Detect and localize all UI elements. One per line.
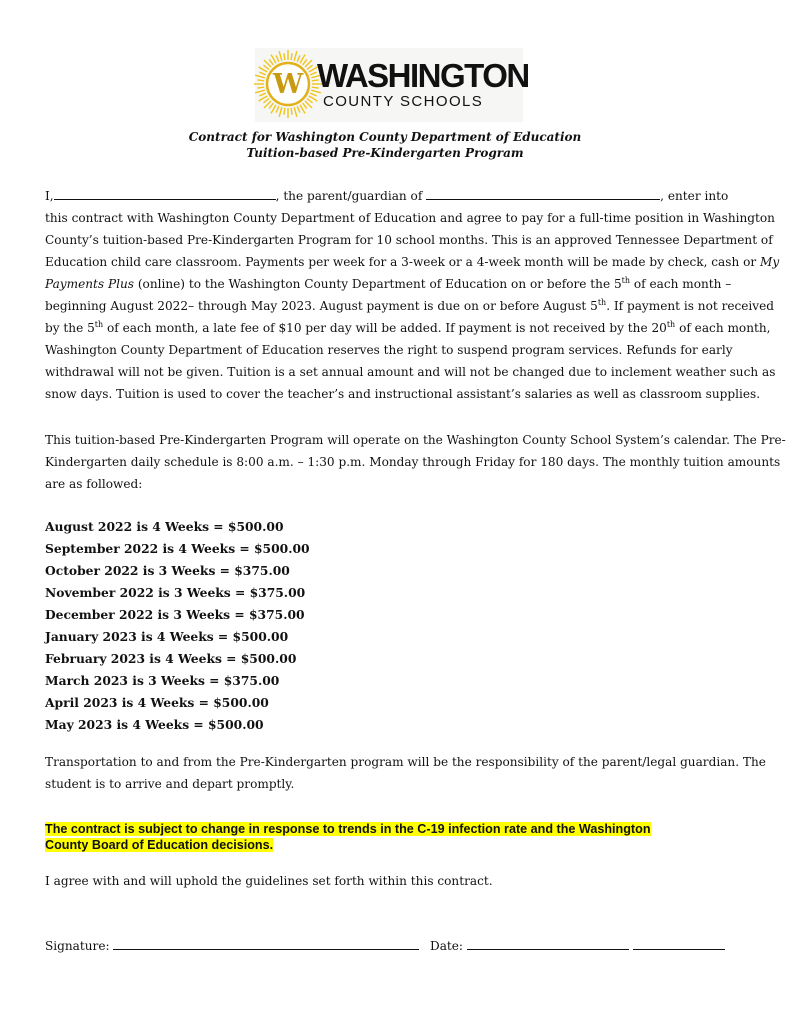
schedule-item: November 2022 is 3 Weeks = $375.00 [45, 585, 306, 600]
district-logo [255, 48, 529, 122]
sun-ray [307, 65, 313, 69]
sun-ray [279, 51, 282, 61]
agreement-statement: I agree with and will uphold the guidelines set forth within this contract. [45, 874, 493, 888]
tuition-schedule [45, 516, 445, 736]
sun-ray [257, 80, 264, 81]
signature-row [45, 935, 419, 957]
sun-ray [276, 55, 279, 61]
document-title: Contract for Washington County Department of Education [188, 130, 582, 144]
sun-ray [259, 93, 265, 96]
calendar-line: Kindergarten daily schedule is 8:00 a.m. – 1:30 p.m. Monday through Friday for 180 days. The monthly tuition amounts [45, 455, 781, 469]
sun-ray [279, 107, 282, 117]
sun-ray [297, 106, 300, 112]
sun-ray [310, 72, 316, 75]
contract-line: Washington County Department of Education reserves the right to suspend program services. Refunds for early [45, 343, 733, 357]
sun-ray [303, 103, 307, 109]
schedule-item: December 2022 is 3 Weeks = $375.00 [45, 607, 305, 622]
date-field-extension[interactable] [633, 935, 725, 950]
schedule-item: April 2023 is 4 Weeks = $500.00 [45, 695, 269, 710]
calendar-line: are as followed: [45, 477, 143, 491]
notice-line: County Board of Education decisions. [45, 838, 274, 852]
emblem-letter: W [272, 69, 304, 100]
sun-ray [284, 108, 285, 115]
sun-ray [297, 55, 300, 61]
signature-label: Signature: [45, 939, 110, 953]
sun-ray [269, 103, 273, 109]
contract-line: by the 5th of each month, a late fee of $10 per day will be added. If payment is not received by the 20th of each month, [45, 319, 771, 335]
transportation-paragraph [45, 751, 766, 795]
schedule-item: March 2023 is 3 Weeks = $375.00 [45, 673, 280, 688]
sun-ray [307, 99, 313, 103]
child-name-field[interactable] [426, 185, 660, 200]
sun-emblem-icon [255, 48, 325, 122]
sun-ray [310, 93, 316, 96]
sun-ray [263, 65, 269, 69]
sun-ray [263, 99, 269, 103]
contract-line: I, , the parent/guardian of , enter into [45, 185, 735, 207]
transport-line: student is to arrive and depart promptly. [45, 777, 295, 791]
sun-ray [255, 75, 265, 78]
sun-ray [257, 87, 264, 88]
sun-ray [284, 53, 285, 60]
contract-line: beginning August 2022– through May 2023. August payment is due on or before August 5th. If payment is not received [45, 297, 775, 313]
calendar-paragraph [45, 429, 786, 495]
sun-ray [255, 90, 265, 93]
transport-line: Transportation to and from the Pre-Kindergarten program will be the responsibility of the parent/legal guardian. The [45, 755, 766, 769]
contract-line: withdrawal will not be given. Tuition is a set annual amount and will not be changed due to inclement weather such as [45, 365, 776, 379]
schedule-item: February 2023 is 4 Weeks = $500.00 [45, 651, 297, 666]
schedule-item: May 2023 is 4 Weeks = $500.00 [45, 717, 264, 732]
calendar-line: This tuition-based Pre-Kindergarten Program will operate on the Washington County School System’s calendar. The Pre- [45, 433, 786, 447]
sun-ray [294, 51, 297, 61]
sun-ray [259, 72, 265, 75]
notice-line: The contract is subject to change in response to trends in the C-19 infection rate and the Washington [45, 822, 651, 836]
sun-ray [291, 108, 292, 115]
document-subtitle: Tuition-based Pre-Kindergarten Program [246, 146, 524, 160]
logo-subtitle: COUNTY SCHOOLS [323, 93, 484, 110]
signature-field[interactable] [113, 935, 419, 950]
covid-notice [45, 821, 745, 853]
date-field[interactable] [467, 935, 629, 950]
sun-ray [294, 107, 297, 117]
contract-line: this contract with Washington County Department of Education and agree to pay for a full-time position in Washington [45, 211, 775, 225]
contract-paragraph [45, 185, 780, 405]
sun-ray [276, 106, 279, 112]
sun-ray [291, 53, 292, 60]
contract-line: Education child care classroom. Payments per week for a 3-week or a 4-week month will be made by check, cash or My [45, 255, 780, 269]
logo-name: WASHINGTON [317, 57, 529, 94]
contract-line: Payments Plus (online) to the Washington County Department of Education on or before the 5th of each month – [45, 275, 732, 291]
contract-line: County’s tuition-based Pre-Kindergarten Program for 10 school months. This is an approved Tennessee Department of [45, 233, 773, 247]
schedule-item: September 2022 is 4 Weeks = $500.00 [45, 541, 310, 556]
schedule-item: October 2022 is 3 Weeks = $375.00 [45, 563, 290, 578]
schedule-item: August 2022 is 4 Weeks = $500.00 [45, 519, 284, 534]
sun-ray [303, 59, 307, 65]
date-row [430, 935, 725, 957]
schedule-item: January 2023 is 4 Weeks = $500.00 [45, 629, 289, 644]
date-label: Date: [430, 939, 463, 953]
sun-ray [269, 59, 273, 65]
parent-name-field[interactable] [54, 185, 276, 200]
contract-line: snow days. Tuition is used to cover the teacher’s and instructional assistant’s salaries as well as classroom supplies. [45, 387, 761, 401]
